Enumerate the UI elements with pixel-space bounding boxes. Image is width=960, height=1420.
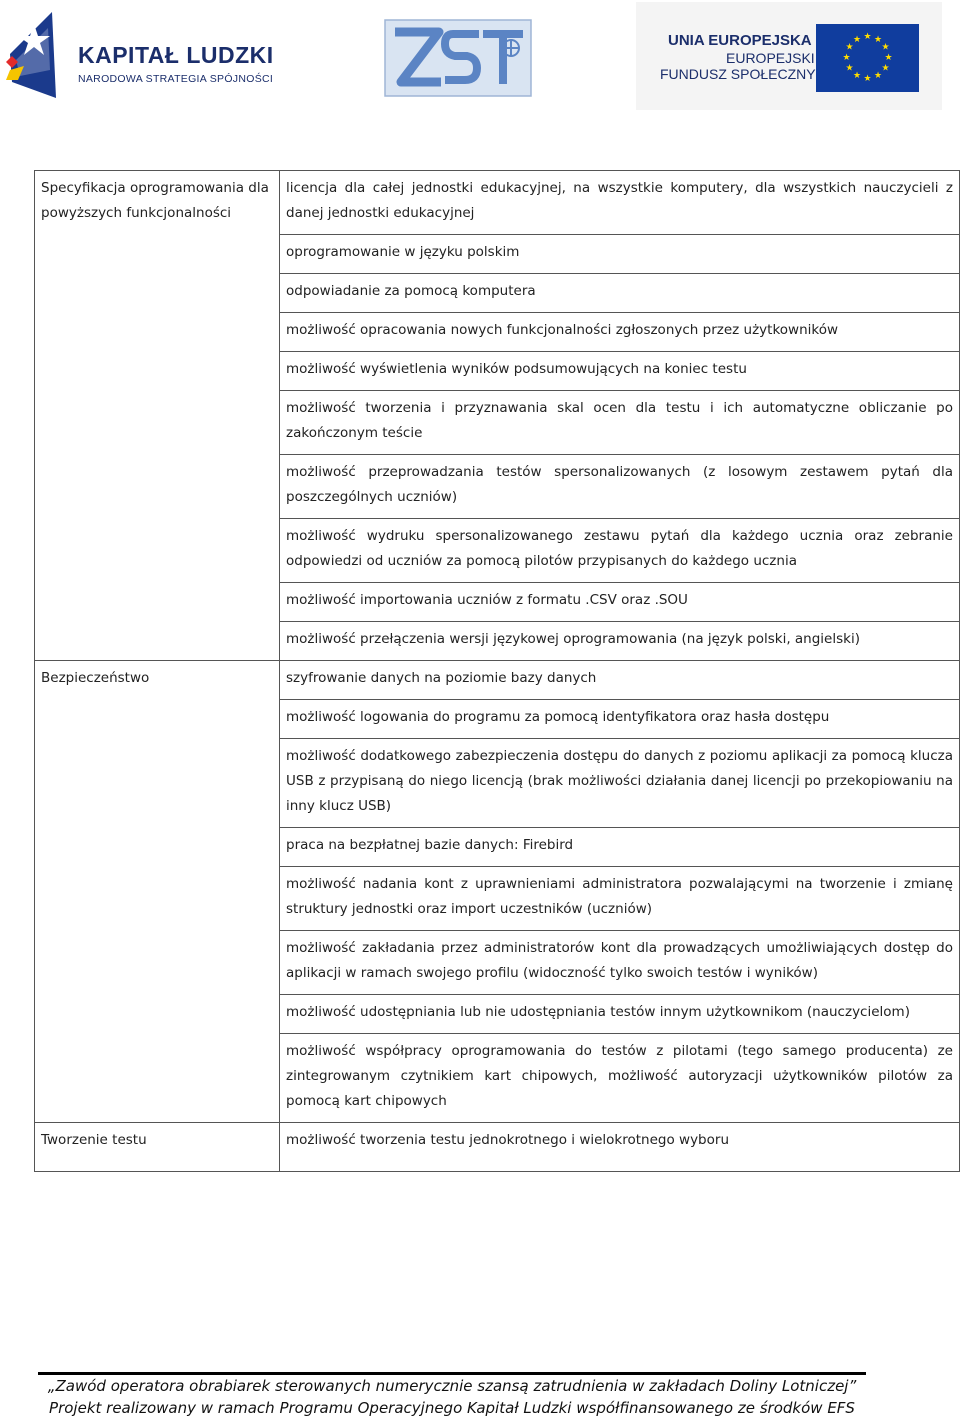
eu-subtitle-2: FUNDUSZ SPOŁECZNY [660,66,816,82]
svg-text:★: ★ [852,71,862,81]
feature-cell: możliwość wydruku spersonalizowanego zestawu pytań dla każdego ucznia oraz zebranie odpowiedzi od uczniów za pomocą pilotów przypisanych do każdego ucznia [280,519,960,583]
svg-text:★: ★ [873,71,883,81]
feature-cell: możliwość udostępniania lub nie udostępniania testów innym użytkownikom (nauczycielom) [280,995,960,1034]
feature-cell: możliwość logowania do programu za pomocą identyfikatora oraz hasła dostępu [280,700,960,739]
feature-cell: możliwość tworzenia testu jednokrotnego i wielokrotnego wyboru [280,1123,960,1172]
feature-cell: możliwość wyświetlenia wyników podsumowujących na koniec testu [280,352,960,391]
feature-cell: możliwość przełączenia wersji językowej oprogramowania (na język polski, angielski) [280,622,960,661]
kapital-ludzki-emblem-icon [6,10,70,100]
svg-text:★: ★ [881,63,890,74]
footer-project-title: „Zawód operatora obrabiarek sterowanych numerycznie szansą zatrudnienia w zakładach Doliny Lotniczej” [47,1377,857,1395]
svg-text:★: ★ [863,74,872,84]
svg-text:★: ★ [845,42,854,53]
feature-cell: licencja dla całej jednostki edukacyjnej, na wszystkie komputery, dla wszystkich nauczycieli z danej jednostki edukacyjnej [280,171,960,235]
feature-cell: odpowiadanie za pomocą komputera [280,274,960,313]
feature-cell: oprogramowanie w języku polskim [280,235,960,274]
zst-logo [383,18,533,98]
eu-flag-icon [816,24,919,92]
feature-cell: możliwość współpracy oprogramowania do testów z pilotami (tego samego producenta) ze zintegrowanym czytnikiem kart chipowych, możliwość autoryzacji użytkowników pilotów za pomocą kart chipowych [280,1034,960,1123]
zst-logo-icon [383,18,533,98]
svg-text:★: ★ [881,42,890,53]
svg-text:★: ★ [863,32,872,42]
feature-cell: możliwość tworzenia i przyznawania skal ocen dla testu i ich automatyczne obliczanie po zakończonym teście [280,391,960,455]
kapital-ludzki-logo [6,8,281,103]
svg-text:★: ★ [845,63,854,74]
svg-text:★: ★ [884,53,893,63]
eu-subtitle-1: EUROPEJSKI [726,50,815,66]
footer-funding-note: Projekt realizowany w ramach Programu Operacyjnego Kapitał Ludzki współfinansowanego ze środków EFS [49,1399,855,1417]
specification-table [34,170,960,1172]
table-row [35,171,960,235]
page-footer [38,1372,866,1419]
feature-cell: możliwość opracowania nowych funkcjonalności zgłoszonych przez użytkowników [280,313,960,352]
feature-cell: możliwość zakładania przez administratorów kont dla prowadzących umożliwiających dostęp do aplikacji w ramach swojego profilu (widoczność tylko swoich testów i wyników) [280,931,960,995]
feature-cell: szyfrowanie danych na poziomie bazy danych [280,661,960,700]
category-cell: Specyfikacja oprogramowania dla powyższych funkcjonalności [35,171,280,661]
category-cell: Bezpieczeństwo [35,661,280,1123]
feature-cell: praca na bezpłatnej bazie danych: Firebird [280,828,960,867]
feature-cell: możliwość nadania kont z uprawnieniami administratora pozwalającymi na tworzenie i zmianę struktury jednostki oraz import uczestników (uczniów) [280,867,960,931]
kapital-ludzki-title: KAPITAŁ LUDZKI [78,42,274,68]
category-cell: Tworzenie testu [35,1123,280,1172]
table-row [35,1123,960,1172]
table-row [35,661,960,700]
feature-cell: możliwość przeprowadzania testów spersonalizowanych (z losowym zestawem pytań dla poszczególnych uczniów) [280,455,960,519]
eu-title: UNIA EUROPEJSKA [668,32,812,49]
svg-text:★: ★ [852,35,862,45]
svg-text:★: ★ [873,35,883,45]
kapital-ludzki-subtitle: NARODOWA STRATEGIA SPÓJNOŚCI [78,73,274,85]
eu-logo [636,2,942,110]
feature-cell: możliwość dodatkowego zabezpieczenia dostępu do danych z poziomu aplikacji za pomocą klucza USB z przypisaną do niego licencją (brak możliwości działania danej licencji po przekopiowaniu na inny klucz USB) [280,739,960,828]
svg-text:★: ★ [842,53,851,63]
feature-cell: możliwość importowania uczniów z formatu .CSV oraz .SOU [280,583,960,622]
page-header [0,0,960,115]
